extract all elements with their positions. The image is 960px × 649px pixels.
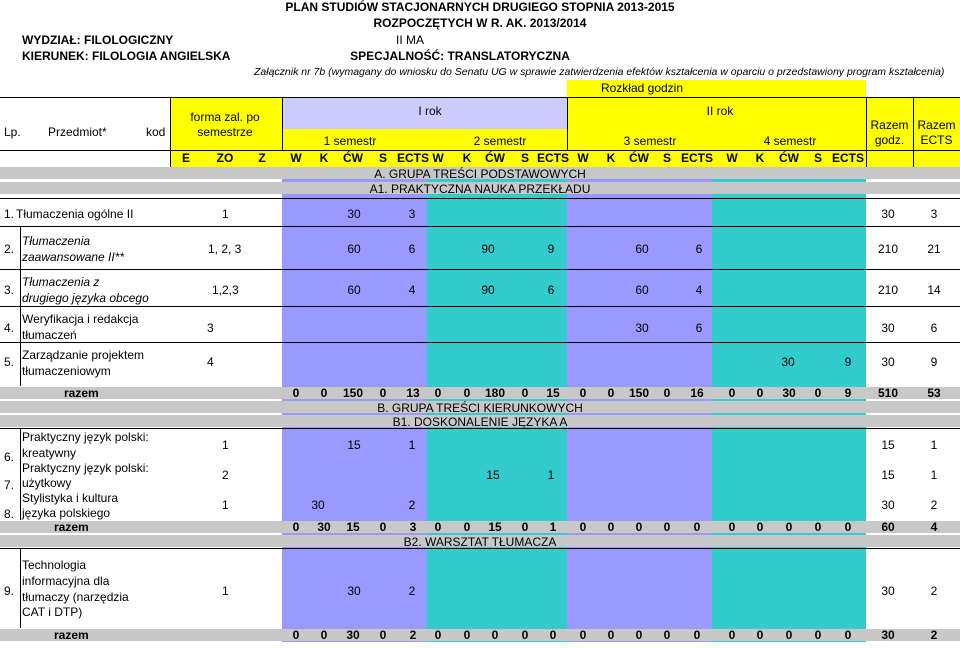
row1-total-godz: 30 (881, 207, 895, 221)
grid-line (0, 226, 960, 227)
razem-total: 2 (930, 628, 938, 642)
row8-name1: Stylistyka i kultura (22, 491, 119, 505)
razem-value: 0 (635, 628, 643, 642)
razem-value: 0 (320, 386, 328, 400)
row3-total-godz: 210 (877, 283, 899, 297)
razem-value: 0 (463, 386, 471, 400)
row4-value: 30 (635, 321, 649, 335)
razem-value: 0 (814, 386, 822, 400)
sub-header-k: K (462, 151, 472, 165)
grid-line (866, 97, 867, 167)
grid-line (0, 306, 960, 307)
razem-total: 4 (930, 520, 938, 534)
row9-total-ects: 2 (930, 584, 938, 598)
razem-value: 0 (785, 520, 793, 534)
row8-total-ects: 2 (930, 498, 938, 512)
sub-header-z: Z (258, 151, 266, 165)
row9-name2: informacyjna dla (22, 574, 110, 588)
sub-header-ćw: ĆW (779, 151, 799, 165)
row6-forma: 1 (222, 438, 229, 452)
razem-value: 0 (693, 628, 701, 642)
row2-lp: 2. (4, 242, 15, 256)
header-przedmiot: Przedmiot* (48, 125, 107, 139)
razem-value: 30 (782, 386, 796, 400)
razem-value: 0 (844, 520, 852, 534)
razem-value: 15 (546, 386, 560, 400)
header-razem-ects1: Razem (917, 118, 956, 132)
row8-name2: języka polskiego (22, 506, 111, 520)
sub-header-ćw: ĆW (629, 151, 649, 165)
razem-value: 0 (320, 628, 328, 642)
title-line1: PLAN STUDIÓW STACJONARNYCH DRUGIEGO STOPNIA 2013-2015 (285, 0, 675, 14)
row9-lp: 9. (4, 584, 15, 598)
kierunek-label: KIERUNEK: FILOLOGIA ANGIELSKA (22, 49, 231, 63)
row7-name1: Praktyczny język polski: (22, 461, 149, 475)
row2-value: 60 (635, 242, 649, 256)
sub-header-w: W (577, 151, 589, 165)
row6-value: 1 (408, 438, 416, 452)
razem-value: 0 (379, 386, 387, 400)
row7-value: 15 (486, 468, 500, 482)
sub-header-ects: ECTS (680, 151, 713, 165)
row7-name2: użytkowy (22, 476, 72, 490)
row2-value: 60 (347, 242, 361, 256)
razem-value: 2 (409, 628, 417, 642)
razem-value: 0 (607, 386, 615, 400)
razem-value: 0 (379, 628, 387, 642)
row2-total-godz: 210 (877, 242, 899, 256)
row9-name4: CAT i DTP) (22, 605, 83, 619)
row5-value: 30 (781, 355, 795, 369)
grid-line (0, 428, 960, 429)
row4-value: 6 (695, 321, 703, 335)
row9-total-godz: 30 (881, 584, 895, 598)
header-forma2: semestrze (197, 125, 253, 139)
razem-value: 0 (663, 386, 671, 400)
razem-value: 0 (693, 520, 701, 534)
grid-line (0, 97, 960, 98)
zalacznik-note: Załącznik nr 7b (wymagany do wniosku do Senatu UG w sprawie zatwierdzenia efektów kształcenia w oparciu o przedstawiony program kształcenia) (254, 66, 945, 78)
razem-value: 0 (549, 628, 557, 642)
razem-value: 0 (607, 520, 615, 534)
sub-header-s: S (378, 151, 387, 165)
row1-value: 30 (347, 207, 361, 221)
row1-lp: 1. (4, 207, 15, 221)
row3-value: 4 (695, 283, 703, 297)
header-sem2: 2 semestr (473, 134, 527, 148)
razem-total: 53 (927, 386, 941, 400)
razem-total: 510 (877, 386, 899, 400)
row3-name1: Tłumaczenia z (22, 275, 100, 289)
grid-line (0, 269, 960, 270)
razem-value: 3 (409, 520, 417, 534)
row6-value: 15 (347, 438, 361, 452)
razem-b1-label: razem (54, 520, 89, 534)
row4-lp: 4. (4, 321, 15, 335)
razem-value: 0 (785, 628, 793, 642)
razem-value: 0 (579, 386, 587, 400)
razem-value: 0 (607, 628, 615, 642)
row9-name3: tłumaczy (narzędzia (22, 590, 129, 604)
grid-line (567, 97, 568, 150)
row9-value: 30 (347, 584, 361, 598)
row4-total-ects: 6 (930, 321, 938, 335)
grid-line (20, 548, 21, 628)
grid-line (20, 226, 21, 386)
row3-value: 60 (635, 283, 649, 297)
row8-value: 2 (408, 498, 416, 512)
row6-name2: kreatywny (22, 446, 77, 460)
row5-value: 9 (844, 355, 852, 369)
header-sem3: 3 semestr (623, 134, 677, 148)
row1-name: Tłumaczenia ogólne II (16, 207, 134, 221)
section-a-label: A. GRUPA TREŚCI PODSTAWOWYCH (374, 167, 586, 181)
razem-value: 0 (844, 628, 852, 642)
sub-header-e: E (181, 151, 190, 165)
razem-value: 0 (814, 628, 822, 642)
razem-value: 15 (488, 520, 502, 534)
row3-value: 60 (347, 283, 361, 297)
razem-value: 16 (690, 386, 704, 400)
sub-header-w: W (726, 151, 738, 165)
grid-line (913, 97, 914, 167)
razem-value: 0 (728, 628, 736, 642)
row6-lp: 6. (4, 450, 15, 464)
razem-value: 0 (579, 628, 587, 642)
razem-value: 150 (628, 386, 650, 400)
razem-value: 30 (317, 520, 331, 534)
row2-name1: Tłumaczenia (22, 234, 91, 248)
razem-value: 0 (663, 628, 671, 642)
razem-value: 0 (434, 520, 442, 534)
row7-value: 1 (547, 468, 555, 482)
razem-value: 150 (342, 386, 364, 400)
row4-total-godz: 30 (881, 321, 895, 335)
row5-total-godz: 30 (881, 355, 895, 369)
row7-lp: 7. (4, 478, 15, 492)
razem-value: 0 (728, 386, 736, 400)
razem-value: 0 (756, 386, 764, 400)
razem-value: 0 (756, 628, 764, 642)
razem-total: 30 (881, 628, 895, 642)
grid-line (0, 150, 960, 151)
section-a1-label: A1. PRAKTYCZNA NAUKA PRZEKŁADU (369, 182, 591, 196)
row6-total-ects: 1 (930, 438, 938, 452)
sub-header-k: K (755, 151, 765, 165)
row3-name2: drugiego języka obcego (22, 291, 149, 305)
sub-header-s: S (520, 151, 529, 165)
grid-line (170, 97, 171, 167)
header-razem-godz2: godz. (874, 133, 905, 147)
row7-total-ects: 1 (930, 468, 938, 482)
row2-value: 6 (408, 242, 416, 256)
rozklad-label: Rozkład godzin (600, 81, 684, 95)
razem-value: 0 (434, 386, 442, 400)
razem-value: 0 (491, 628, 499, 642)
sub-header-ects: ECTS (536, 151, 569, 165)
grid-line (0, 548, 960, 549)
row5-lp: 5. (4, 355, 15, 369)
razem-value: 0 (463, 628, 471, 642)
sub-header-w: W (290, 151, 302, 165)
row6-total-godz: 15 (881, 438, 895, 452)
grid-line (20, 428, 21, 520)
razem-value: 0 (579, 520, 587, 534)
header-razem-ects2: ECTS (920, 133, 953, 147)
wydzial-label: WYDZIAŁ: FILOLOGICZNY (22, 33, 174, 47)
header-sem1: 1 semestr (323, 134, 377, 148)
row3-total-ects: 14 (927, 283, 941, 297)
razem-value: 1 (549, 520, 557, 534)
razem-value: 15 (346, 520, 360, 534)
row3-value: 90 (481, 283, 495, 297)
header-rok2: II rok (706, 104, 734, 118)
row5-name2: tłumaczeniowym (22, 364, 111, 378)
header-rok1: I rok (418, 104, 442, 118)
razem-value: 0 (434, 628, 442, 642)
row8-forma: 1 (222, 498, 229, 512)
row1-value: 3 (408, 207, 416, 221)
razem-value: 0 (728, 520, 736, 534)
sub-header-ects: ECTS (831, 151, 864, 165)
row2-total-ects: 21 (927, 242, 941, 256)
razem-value: 9 (844, 386, 852, 400)
razem-value: 0 (521, 386, 529, 400)
header-forma1: forma zal. po (190, 110, 260, 124)
row5-total-ects: 9 (930, 355, 938, 369)
razem-ects-yellow (913, 97, 960, 167)
title-line3: II MA (395, 33, 424, 47)
sub-header-ćw: ĆW (485, 151, 505, 165)
row4-forma: 3 (207, 321, 214, 335)
row2-value: 6 (695, 242, 703, 256)
razem-b2-label: razem (54, 628, 89, 642)
razem-value: 0 (635, 520, 643, 534)
razem-value: 0 (521, 520, 529, 534)
row2-name2: zaawansowane II** (22, 250, 125, 264)
row8-total-godz: 30 (881, 498, 895, 512)
razem-value: 0 (663, 520, 671, 534)
row5-forma: 4 (207, 355, 214, 369)
row9-value: 2 (408, 584, 416, 598)
row6-name1: Praktyczny język polski: (22, 430, 149, 444)
row3-value: 6 (547, 283, 555, 297)
row3-forma: 1,2,3 (212, 283, 239, 297)
title-line4: SPECJALNOŚĆ: TRANSLATORYCZNA (350, 49, 570, 63)
razem-value: 0 (292, 386, 300, 400)
row2-value: 90 (481, 242, 495, 256)
row2-forma: 1, 2, 3 (208, 242, 242, 256)
grid-line (282, 97, 283, 150)
row1-total-ects: 3 (930, 207, 938, 221)
sub-header-zo: ZO (216, 151, 234, 165)
row8-lp: 8. (4, 507, 15, 521)
razem-value: 13 (406, 386, 420, 400)
razem-a-label: razem (64, 386, 99, 400)
row4-name1: Weryfikacja i redakcja (22, 312, 139, 326)
sub-header-k: K (319, 151, 329, 165)
sub-header-w: W (432, 151, 444, 165)
title-line2: ROZPOCZĘTYCH W R. AK. 2013/2014 (373, 16, 587, 30)
row9-name1: Technologia (22, 558, 87, 572)
row1-forma: 1 (222, 207, 229, 221)
section-b1-label: B1. DOSKONALENIE JĘZYKA A (392, 415, 568, 429)
razem-godz-yellow (866, 97, 913, 167)
razem-value: 0 (463, 520, 471, 534)
razem-total: 60 (881, 520, 895, 534)
row3-value: 4 (408, 283, 416, 297)
row8-value: 30 (311, 498, 325, 512)
grid-line (0, 342, 960, 343)
section-b-label: B. GRUPA TREŚCI KIERUNKOWYCH (377, 401, 583, 415)
razem-value: 0 (292, 520, 300, 534)
row7-total-godz: 15 (881, 468, 895, 482)
sub-header-ects: ECTS (396, 151, 429, 165)
header-sem4: 4 semestr (763, 134, 817, 148)
header-kod: kod (146, 125, 166, 139)
section-b2-label: B2. WARSZTAT TŁUMACZA (403, 535, 557, 549)
row3-lp: 3. (4, 283, 15, 297)
razem-value: 0 (521, 628, 529, 642)
grid-line (0, 198, 960, 199)
sub-header-s: S (662, 151, 671, 165)
row2-value: 9 (547, 242, 555, 256)
razem-value: 180 (484, 386, 506, 400)
header-razem-godz1: Razem (870, 118, 909, 132)
header-lp: Lp. (4, 125, 21, 139)
razem-value: 30 (346, 628, 360, 642)
razem-value: 0 (756, 520, 764, 534)
sub-header-ćw: ĆW (343, 151, 363, 165)
razem-value: 0 (814, 520, 822, 534)
razem-value: 0 (292, 628, 300, 642)
razem-value: 0 (379, 520, 387, 534)
row5-name1: Zarządzanie projektem (22, 348, 145, 362)
row7-forma: 2 (222, 468, 229, 482)
sub-header-s: S (813, 151, 822, 165)
row9-forma: 1 (222, 584, 229, 598)
sub-header-k: K (606, 151, 616, 165)
row4-name2: tłumaczeń (22, 328, 77, 342)
